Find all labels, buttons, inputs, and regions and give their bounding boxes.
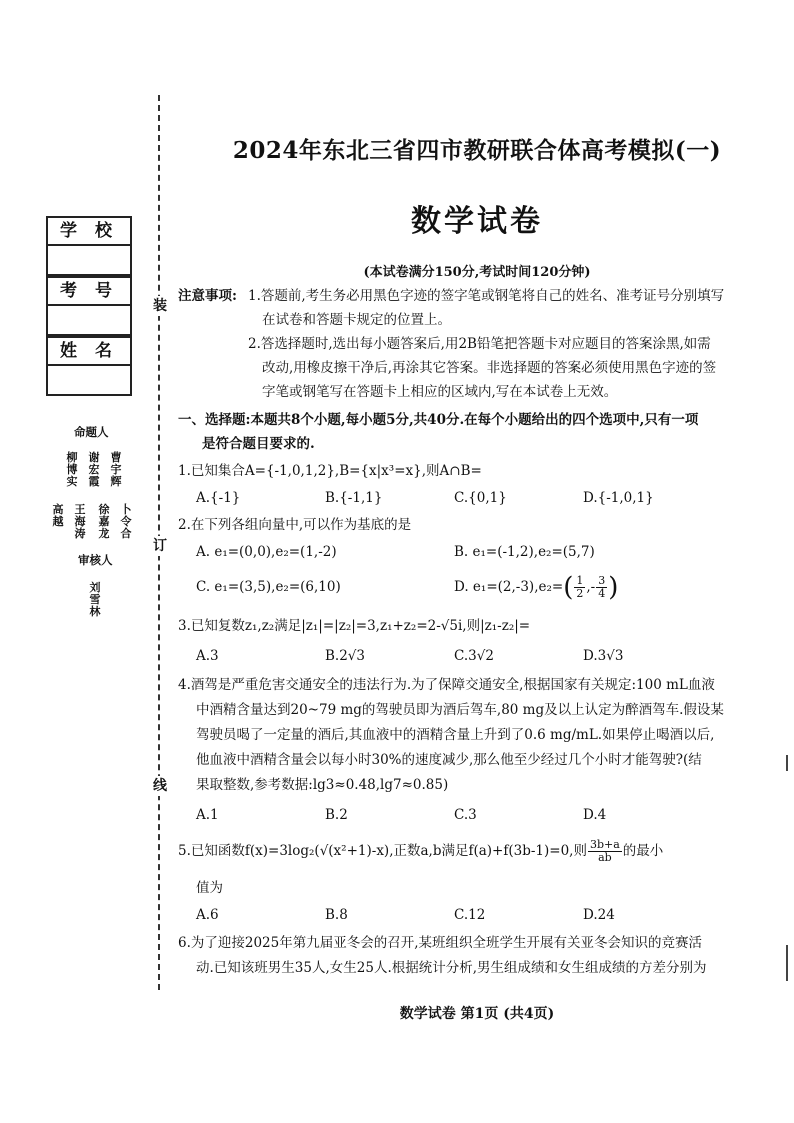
fraction-den: ab [598, 851, 612, 864]
fraction [596, 575, 607, 600]
author-name: 柳博实 [66, 451, 78, 488]
q5-stem-tail: 的最小 [622, 843, 664, 859]
q4-line3: 驾驶员喝了一定量的酒后,其血液中的酒精含量上升到了0.6 mg/mL.如果停止喝酒以后, [196, 727, 715, 743]
fraction-den: 4 [598, 587, 606, 600]
edge-mark [786, 755, 788, 771]
exam-info: (本试卷满分150分,考试时间120分钟) [363, 265, 591, 280]
author-name: 谢宏霞 [88, 451, 100, 488]
q2-option-d [454, 570, 618, 605]
paren-open: ( [563, 572, 574, 603]
q5-option-c: C.12 [454, 907, 486, 923]
q3-stem: 3.已知复数z₁,z₂满足|z₁|=|z₂|=3,z₁+z₂=2-√5i,则|z₁-z₂|= [178, 618, 531, 634]
name-box [46, 336, 132, 396]
q6-line2: 动.已知该班男生35人,女生25人.根据统计分析,男生组成绩和女生组成绩的方差分别为 [196, 960, 707, 976]
q2-stem: 2.在下列各组向量中,可以作为基底的是 [178, 517, 412, 533]
author-name: 高越 [52, 503, 64, 528]
notice-item2-line1: 2.答选择题时,选出每小题答案后,用2B铅笔把答题卡对应题目的答案涂黑,如需 [248, 336, 711, 352]
fraction [588, 839, 622, 864]
q5-option-a: A.6 [196, 907, 219, 923]
q2-option-c: C. e₁=(3,5),e₂=(6,10) [196, 579, 341, 595]
author-name: 曹宇辉 [110, 451, 122, 488]
q1-option-a: A.{-1} [196, 490, 241, 506]
q4-option-c: C.3 [454, 807, 477, 823]
q4-option-d: D.4 [583, 807, 607, 823]
q4-option-a: A.1 [196, 807, 219, 823]
q4-line5: 果取整数,参考数据:lg3≈0.48,lg7≈0.85) [196, 777, 449, 793]
author-name: 卜令合 [120, 503, 132, 540]
q1-option-c: C.{0,1} [454, 490, 507, 506]
exam-number-label: 考 号 [48, 278, 130, 306]
q4-line2: 中酒精含量达到20~79 mg的驾驶员即为酒后驾车,80 mg及以上认定为醉酒驾车.假设某 [196, 702, 724, 718]
q6-line1: 6.为了迎接2025年第九届亚冬会的召开,某班组织全班学生开展有关亚冬会知识的竞赛活 [178, 935, 703, 951]
q4-line4: 他血液中酒精含量会以每小时30%的速度减少,那么他至少经过几个小时才能驾驶?(结 [196, 752, 702, 768]
notice-item1-line2: 在试卷和答题卡规定的位置上。 [262, 312, 451, 328]
exam-number-field[interactable] [48, 306, 130, 334]
name-field[interactable] [48, 366, 130, 394]
author-name: 徐嘉龙 [98, 503, 110, 540]
q3-option-c: C.3√2 [454, 648, 494, 664]
fraction [574, 575, 585, 600]
paren-close: ) [608, 572, 619, 603]
q1-stem: 1.已知集合A={-1,0,1,2},B={x|x³=x},则A∩B= [178, 463, 482, 479]
q5-option-b: B.8 [325, 907, 348, 923]
q1-option-b: B.{-1,1} [325, 490, 383, 506]
binding-char-zhuang: 装 [150, 296, 170, 316]
q5-stem-text: 5.已知函数f(x)=3log₂(√(x²+1)-x),正数a,b满足f(a)+f(3b-1)=0,则 [178, 843, 587, 859]
page-footer: 数学试卷 第1页 (共4页) [399, 1006, 555, 1022]
q3-option-d: D.3√3 [583, 648, 624, 664]
notice-label: 注意事项: [178, 288, 237, 304]
binding-char-ding: 订 [150, 536, 170, 556]
q5-line2: 值为 [196, 880, 223, 896]
q4-line1: 4.酒驾是严重危害交通安全的违法行为.为了保障交通安全,根据国家有关规定:100 mL血液 [178, 677, 715, 693]
fraction-den: 2 [576, 587, 584, 600]
exam-subtitle: 数学试卷 [411, 204, 543, 239]
q4-option-b: B.2 [325, 807, 348, 823]
q2-option-d-sep: ,- [586, 579, 596, 595]
reviewers-heading: 审核人 [78, 553, 113, 567]
notice-item1-line1: 1.答题前,考生务必用黑色字迹的签字笔或钢笔将自己的姓名、准考证号分别填写 [248, 288, 725, 304]
school-label: 学 校 [48, 218, 130, 246]
section-heading-line1: 一、选择题:本题共8个小题,每小题5分,共40分.在每个小题给出的四个选项中,只有一项 [178, 412, 699, 428]
exam-title: 2024年东北三省四市教研联合体高考模拟(一) [232, 137, 722, 164]
school-box [46, 216, 132, 276]
edge-mark [786, 945, 788, 981]
binding-char-xian: 线 [150, 776, 170, 796]
q2-option-a: A. e₁=(0,0),e₂=(1,-2) [196, 544, 337, 560]
school-field[interactable] [48, 246, 130, 274]
author-name: 王海涛 [74, 503, 86, 540]
name-label: 姓 名 [48, 338, 130, 366]
q1-option-d: D.{-1,0,1} [583, 490, 654, 506]
q3-option-b: B.2√3 [325, 648, 365, 664]
fraction-num: 1 [576, 574, 584, 587]
exam-number-box [46, 276, 132, 336]
fraction-num: 3 [598, 574, 606, 587]
fraction-num: 3b+a [589, 838, 620, 851]
authors-heading: 命题人 [74, 425, 109, 439]
q3-option-a: A.3 [196, 648, 219, 664]
q5-stem [178, 834, 663, 868]
reviewer-name: 刘雪林 [89, 581, 101, 618]
section-heading-line2: 是符合题目要求的. [202, 436, 315, 452]
notice-item2-line2: 改动,用橡皮擦干净后,再涂其它答案。非选择题的答案必须使用黑色字迹的签 [262, 360, 717, 376]
notice-item2-line3: 字笔或钢笔写在答题卡上相应的区域内,写在本试卷上无效。 [262, 384, 618, 400]
q2-option-d-text: D. e₁=(2,-3),e₂= [454, 579, 564, 595]
q5-option-d: D.24 [583, 907, 615, 923]
q2-option-b: B. e₁=(-1,2),e₂=(5,7) [454, 544, 595, 560]
